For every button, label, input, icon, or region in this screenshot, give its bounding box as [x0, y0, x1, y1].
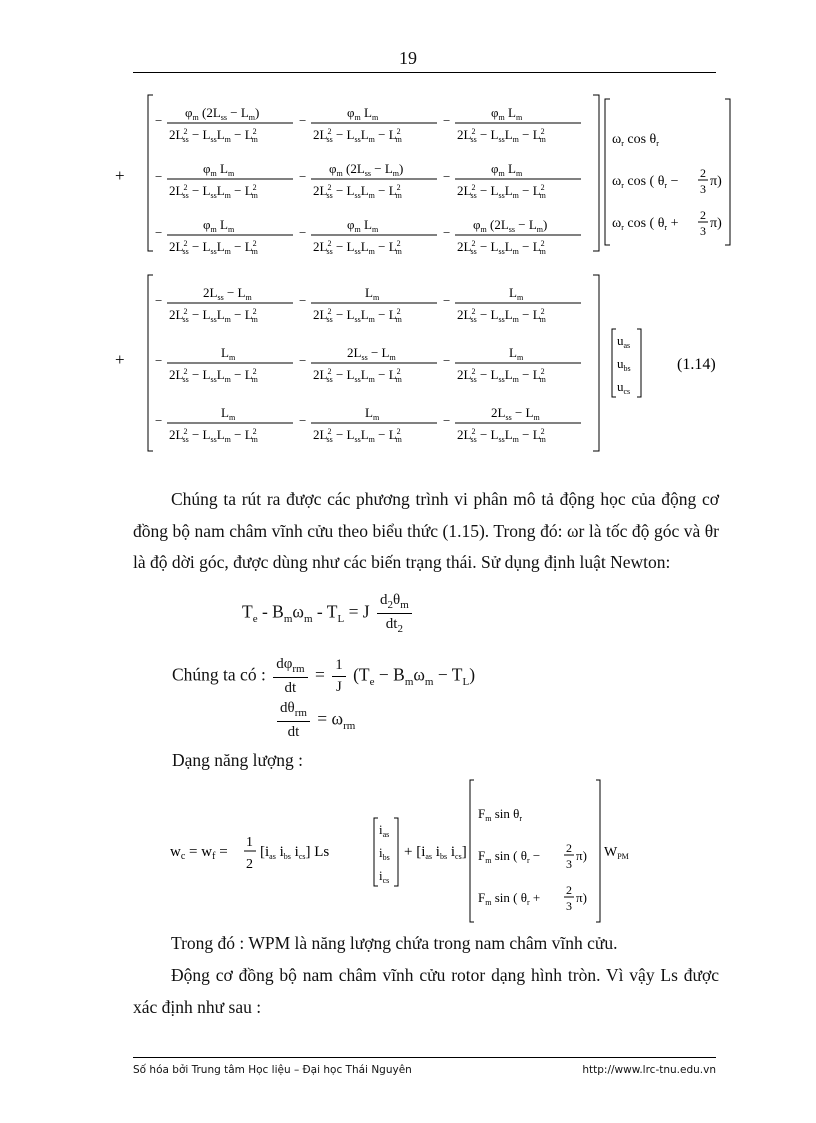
svg-text:3: 3 [566, 857, 572, 871]
footer-url[interactable]: http://www.lrc-tnu.edu.vn [582, 1064, 716, 1076]
svg-text:3: 3 [566, 899, 572, 913]
svg-text:Lm: $L_m$ [509, 345, 524, 362]
svg-text:2L2ss − LssLm − L2m: $2L^2$ ss − $L_{ss}L_m - L^2$ m [313, 307, 402, 324]
svg-text:2: 2 [246, 857, 253, 872]
svg-text:φm Lm: $\varphi_m$ $L_m$ [203, 161, 235, 178]
plus-sign-2: + [115, 350, 125, 369]
paragraph-1: Chúng ta rút ra được các phương trình vi phân mô tả động học của động cơ đồng bộ nam châm vĩnh cửu theo biểu thức (1.15). Trong đó: ωr là tốc độ góc và θr là độ dời góc, được dùng như các biến trạng thái. Sử dụng định luật Newton: [133, 489, 719, 572]
svg-text:2: 2 [700, 208, 706, 222]
svg-text:Lm: $L_m$ [509, 285, 524, 302]
svg-text:π): π) [710, 174, 722, 189]
state-equation-2: $\frac{d\theta_{rm}}{dt}$ = $\omega_{rm}$ [274, 700, 355, 741]
svg-text:φm Lm: $\varphi_m$ $L_m$ [491, 105, 523, 122]
svg-text:ωr cos θr: $\omega_r$ $\cos \theta_r$ [612, 132, 659, 148]
svg-text:−: − [443, 225, 451, 240]
svg-text:2L2ss − LssLm − L2m: $2L^2$ ss − $L_{ss}L_m - L^2$ m [169, 427, 258, 444]
equation-1-14 [115, 93, 745, 453]
svg-text:−: − [443, 413, 451, 428]
svg-text:−: − [155, 113, 163, 128]
svg-text:WPM: $W_{PM}$ [604, 845, 629, 861]
svg-text:φm Lm: $\varphi_m$ $L_m$ [347, 217, 379, 234]
svg-text:2L2ss − LssLm − L2m: $2L^2$ ss − $L_{ss}L_m - L^2$ m [313, 127, 402, 144]
svg-text:ibs: $i_{bs}$ [379, 845, 390, 862]
svg-text:−: − [443, 353, 451, 368]
svg-text:π): π) [576, 848, 587, 863]
svg-text:2L2ss − LssLm − L2m: $2L^2$ ss − $L_{ss}L_m - L^2$ m [457, 239, 546, 256]
svg-text:φm Lm: $\varphi_m$ $L_m$ [203, 217, 235, 234]
svg-text:2: 2 [566, 841, 572, 855]
header-rule [133, 72, 716, 73]
svg-text:Lm: $L_m$ [365, 405, 380, 422]
svg-text:−: − [155, 293, 163, 308]
svg-text:2L2ss − LssLm − L2m: $2L^2$ ss − $L_{ss}L_m - L^2$ m [457, 367, 546, 384]
svg-text:2L2ss − LssLm − L2m: $2L^2$ ss − $L_{ss}L_m - L^2$ m [169, 367, 258, 384]
svg-text:φm (2Lss − Lm): $\varphi_m$ $(2L_{ss} - L_m)$ [473, 217, 548, 234]
svg-text:2L2ss − LssLm − L2m: $2L^2$ ss − $L_{ss}L_m - L^2$ m [313, 367, 402, 384]
svg-text:Lm: $L_m$ [365, 285, 380, 302]
equation-tag: (1.14) [677, 356, 716, 373]
svg-text:φm (2Lss − Lm): $\varphi_m$ $(2L_{ss} - L_m)$ [329, 161, 404, 178]
svg-text:3: 3 [700, 224, 706, 238]
svg-text:2L2ss − LssLm − L2m: $2L^2$ ss − $L_{ss}L_m - L^2$ m [169, 239, 258, 256]
newton-equation: $T_e - B_m\omega_m - T_L = J$ $\frac{d_2\theta_m}{dt_2}$ [242, 592, 415, 635]
svg-text:2L2ss − LssLm − L2m: $2L^2$ ss − $L_{ss}L_m - L^2$ m [313, 239, 402, 256]
dang-nang-luong-label: Dạng năng lượng : [172, 750, 304, 770]
svg-text:−: − [299, 169, 307, 184]
svg-text:2: 2 [700, 166, 706, 180]
footer-left: Số hóa bởi Trung tâm Học liệu – Đại học Thái Nguyên [133, 1064, 412, 1076]
matrix-A-rows [155, 105, 581, 256]
svg-text:−: − [155, 413, 163, 428]
svg-text:wc = wf =: $w_c = w_f$ = [170, 844, 228, 862]
svg-text:ubs: $u_{bs}$ [617, 356, 631, 373]
svg-text:2: 2 [566, 883, 572, 897]
svg-text:ωr cos ( θr +: $\omega_r$ cos ( $\theta_r$ + [612, 216, 679, 232]
svg-text:ics: $i_{cs}$ [379, 868, 390, 885]
svg-text:2L2ss − LssLm − L2m: $2L^2$ ss − $L_{ss}L_m - L^2$ m [457, 127, 546, 144]
svg-text:ucs: $u_{cs}$ [617, 379, 631, 396]
plus-sign-1: + [115, 166, 125, 185]
svg-text:+ [ias ibs ics]: + [$i_{as}$ $i_{bs}$ $i_{cs}$] [404, 844, 467, 861]
svg-text:2Lss − Lm: $2L_{ss} - L_m$ [203, 285, 252, 302]
svg-text:ωr cos ( θr −: $\omega_r$ cos ( $\theta_r$ − [612, 174, 679, 190]
matrix-B-rows [155, 285, 581, 444]
svg-text:Fm sin θr: $F_m$ $\sin \theta_r$ [478, 806, 523, 823]
svg-text:φm (2Lss − Lm): $\varphi_m$ $(2L_{ss} - L_m)$ [185, 105, 260, 122]
svg-text:Fm sin ( θr −: $F_m$ sin ( $\theta_r$ − [478, 848, 541, 865]
svg-text:π): π) [576, 890, 587, 905]
svg-text:−: − [155, 225, 163, 240]
svg-text:2L2ss − LssLm − L2m: $2L^2$ ss − $L_{ss}L_m - L^2$ m [457, 183, 546, 200]
svg-text:−: − [443, 113, 451, 128]
svg-text:2L2ss − LssLm − L2m: $2L^2$ ss − $L_{ss}L_m - L^2$ m [457, 427, 546, 444]
svg-text:1: 1 [246, 835, 253, 850]
svg-text:Lm: $L_m$ [221, 405, 236, 422]
svg-text:uas: $u_{as}$ [617, 333, 631, 350]
svg-text:2L2ss − LssLm − L2m: $2L^2$ ss − $L_{ss}L_m - L^2$ m [169, 127, 258, 144]
svg-text:2L2ss − LssLm − L2m: $2L^2$ ss − $L_{ss}L_m - L^2$ m [457, 307, 546, 324]
svg-text:−: − [443, 169, 451, 184]
svg-text:φm Lm: $\varphi_m$ $L_m$ [347, 105, 379, 122]
chung-ta-co-label: Chúng ta có : [172, 664, 266, 685]
svg-text:−: − [299, 113, 307, 128]
svg-text:2L2ss − LssLm − L2m: $2L^2$ ss − $L_{ss}L_m - L^2$ m [313, 183, 402, 200]
svg-text:Fm sin ( θr +: $F_m$ sin ( $\theta_r$ + [478, 890, 541, 907]
trong-do-line: Trong đó : WPM là năng lượng chứa trong nam châm vĩnh cửu. [171, 933, 618, 953]
state-equation-1: Chúng ta có : $\frac{d\varphi_{rm}}{dt}$ = $\frac{1}{J}$ $(T_e - B_m\omega_m - T_L)$ [172, 656, 476, 696]
svg-text:2L2ss − LssLm − L2m: $2L^2$ ss − $L_{ss}L_m - L^2$ m [313, 427, 402, 444]
svg-text:π): π) [710, 216, 722, 231]
svg-text:−: − [299, 353, 307, 368]
svg-text:−: − [155, 169, 163, 184]
svg-text:−: − [299, 293, 307, 308]
svg-text:φm Lm: $\varphi_m$ $L_m$ [491, 161, 523, 178]
svg-text:2Lss − Lm: $2L_{ss} - L_m$ [491, 405, 540, 422]
svg-text:2Lss − Lm: $2L_{ss} - L_m$ [347, 345, 396, 362]
energy-equation [170, 776, 650, 926]
svg-text:Lm: $L_m$ [221, 345, 236, 362]
svg-text:3: 3 [700, 182, 706, 196]
svg-text:2L2ss − LssLm − L2m: $2L^2$ ss − $L_{ss}L_m - L^2$ m [169, 183, 258, 200]
svg-text:−: − [155, 353, 163, 368]
footer-rule [133, 1057, 716, 1058]
svg-text:−: − [299, 413, 307, 428]
svg-text:2L2ss − LssLm − L2m: $2L^2$ ss − $L_{ss}L_m - L^2$ m [169, 307, 258, 324]
page-number: 19 [399, 48, 417, 68]
svg-text:[ias ibs ics] Ls: [$i_{as}$ $i_{bs}$ $i_{cs}$] Ls [260, 844, 330, 861]
paragraph-2: Động cơ đồng bộ nam châm vĩnh cửu rotor dạng hình tròn. Vì vậy Ls được xác định như sau : [133, 965, 719, 1017]
svg-text:−: − [443, 293, 451, 308]
svg-text:ias: $i_{as}$ [379, 822, 390, 839]
svg-text:−: − [299, 225, 307, 240]
